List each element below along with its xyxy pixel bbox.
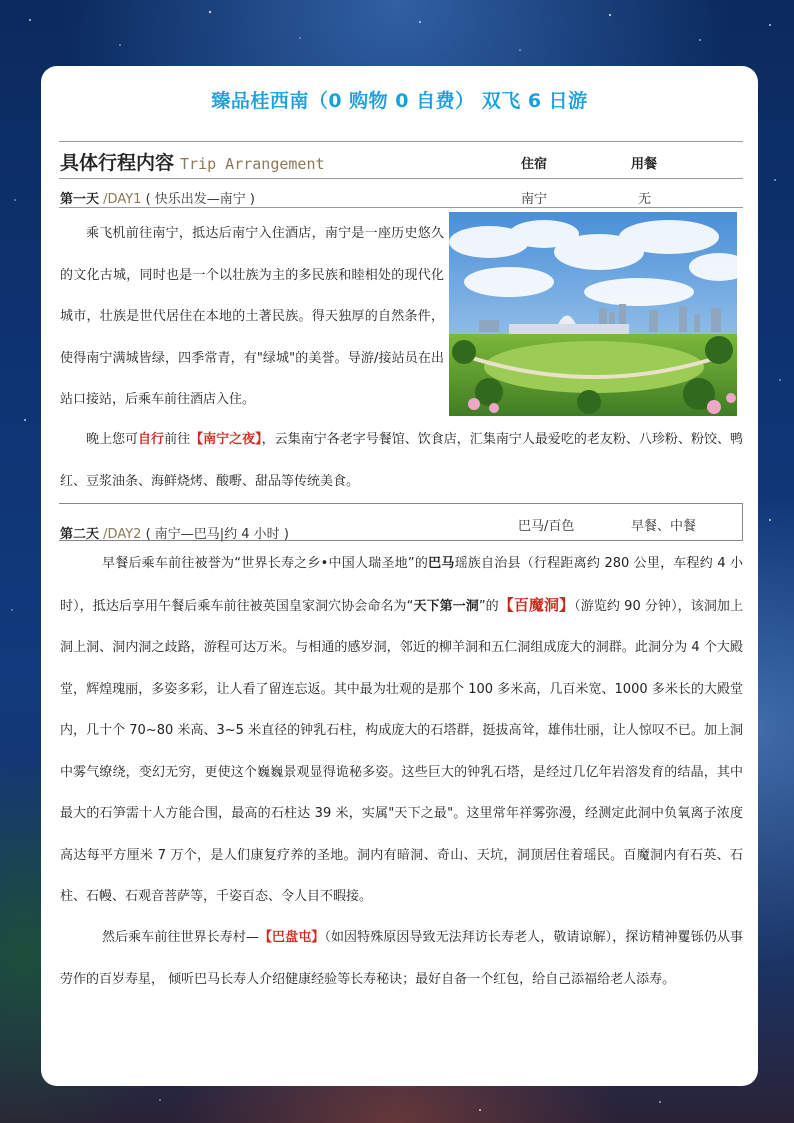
bold-bama: 巴马 (428, 556, 455, 571)
section-heading-text: 具体行程内容 (60, 152, 175, 174)
day2-label: 第二天 (60, 527, 100, 542)
itinerary-card (41, 66, 758, 1086)
highlight-bapan-village: 【巴盘屯】 (258, 930, 325, 945)
text-run: 瑶族自治县（行程距离约 280 公里，车程约 4 小时），抵达后享用午餐后乘车前往被英国皇家洞穴协会命名为“ (60, 556, 743, 614)
day1-paragraph-2 (60, 419, 743, 502)
highlight-nanning-night: 【南宁之夜】 (190, 432, 262, 447)
day2-paragraph-1 (60, 543, 743, 918)
text-run: 然后乘车前往世界长寿村— (102, 930, 259, 945)
day1-header (60, 188, 255, 207)
day1-stay: 南宁 (521, 192, 548, 207)
nanning-city-photo (449, 212, 737, 416)
day2-code: /DAY2 (103, 527, 142, 542)
day1-paragraph-1: 乘飞机前往南宁，抵达后南宁入住酒店，南宁是一座历史悠久的文化古城，同时也是一个以壮族为主的多民族和睦相处的现代化城市，壮族是世代居住在本地的土著民族。得天独厚的自然条件，使得南宁满城皆绿，四季常青，有"绿城"的美誉。导游/接站员在出站口接站，后乘车前往酒店入住。 (60, 226, 444, 407)
text-run: ”的 (478, 598, 499, 614)
column-header-meal: 用餐 (631, 157, 658, 172)
text-run: ，云集南宁各老字号餐馆、饮食店，汇集南宁人最爱吃的老友粉、八珍粉、粉饺、鸭红、豆浆油条、海鲜烧烤、酸嘢、甜品等传统美食。 (60, 432, 743, 489)
text-run: 晚上您可 (86, 432, 139, 447)
column-header-stay: 住宿 (521, 157, 548, 172)
day1-meal: 无 (638, 192, 652, 207)
page-title: 臻品桂西南（0 购物 0 自费） 双飞 6 日游 (211, 90, 588, 112)
divider (59, 178, 743, 179)
highlight-self-guided: 自行 (138, 432, 165, 447)
divider (59, 207, 743, 208)
section-heading (60, 148, 325, 175)
text-run: 早餐后乘车前往被誉为“世界长寿之乡•中国人瑞圣地”的 (102, 556, 429, 571)
day2-stay: 巴马/百色 (518, 519, 575, 534)
day2-paragraph-2 (60, 917, 743, 1000)
day1-route: ( 快乐出发—南宁 ) (145, 192, 255, 207)
day1-label: 第一天 (60, 192, 100, 207)
section-heading-english: Trip Arrangement (180, 155, 325, 173)
day2-header (60, 523, 289, 542)
day2-route: ( 南宁—巴马|约 4 小时 ) (145, 527, 289, 542)
text-run: （如因特殊原因导致无法拜访长寿老人，敬请谅解），探访精神矍铄仍从事劳作的百岁寿星， 倾听巴马长寿人介绍健康经验等长寿秘诀；最好自备一个红包，给自己添福给老人添寿。 (60, 930, 743, 987)
day1-code: /DAY1 (103, 192, 142, 207)
day2-meal: 早餐、中餐 (631, 519, 697, 534)
highlight-baimo-cave: 【百魔洞】 (498, 595, 575, 614)
bold-first-cave: 天下第一洞 (413, 598, 479, 614)
text-run: 前往 (164, 432, 191, 447)
text-run: （游览约 90 分钟），该洞加上洞上洞、洞内洞之歧路，游程可达万米。与相通的感岁洞，邻近的柳羊洞和五仁洞组成庞大的洞群。此洞分为 4 个大殿堂，辉煌瑰丽，多姿多彩，让人看了留连忘返。其中最为壮观的是那个 100 多米高，几百米宽、1000 多米长的大殿堂内，几十个 70~80 米高、3~5 米直径的钟乳石柱，构成庞大的石塔群，挺拔高耸，雄伟壮丽，让人惊叹不已。加上洞中雾气缭绕，变幻无穷，更使这个巍巍景观显得诡秘多姿。这些巨大的钟乳石塔，是经过几亿年岩溶发育的结晶，其中最大的石笋需十人方能合围，最高的石柱达 39 米，实属"天下之最"。这里常年祥雾弥漫，经测定此洞中负氧离子浓度高达每平方厘米 7 万个，是人们康复疗养的圣地。洞内有暗洞、奇山、天坑，洞顶居住着瑶民。百魔洞内有石英、石柱、石幔、石观音菩萨等，千姿百态、令人目不暇接。 (60, 598, 743, 904)
divider (59, 141, 743, 142)
